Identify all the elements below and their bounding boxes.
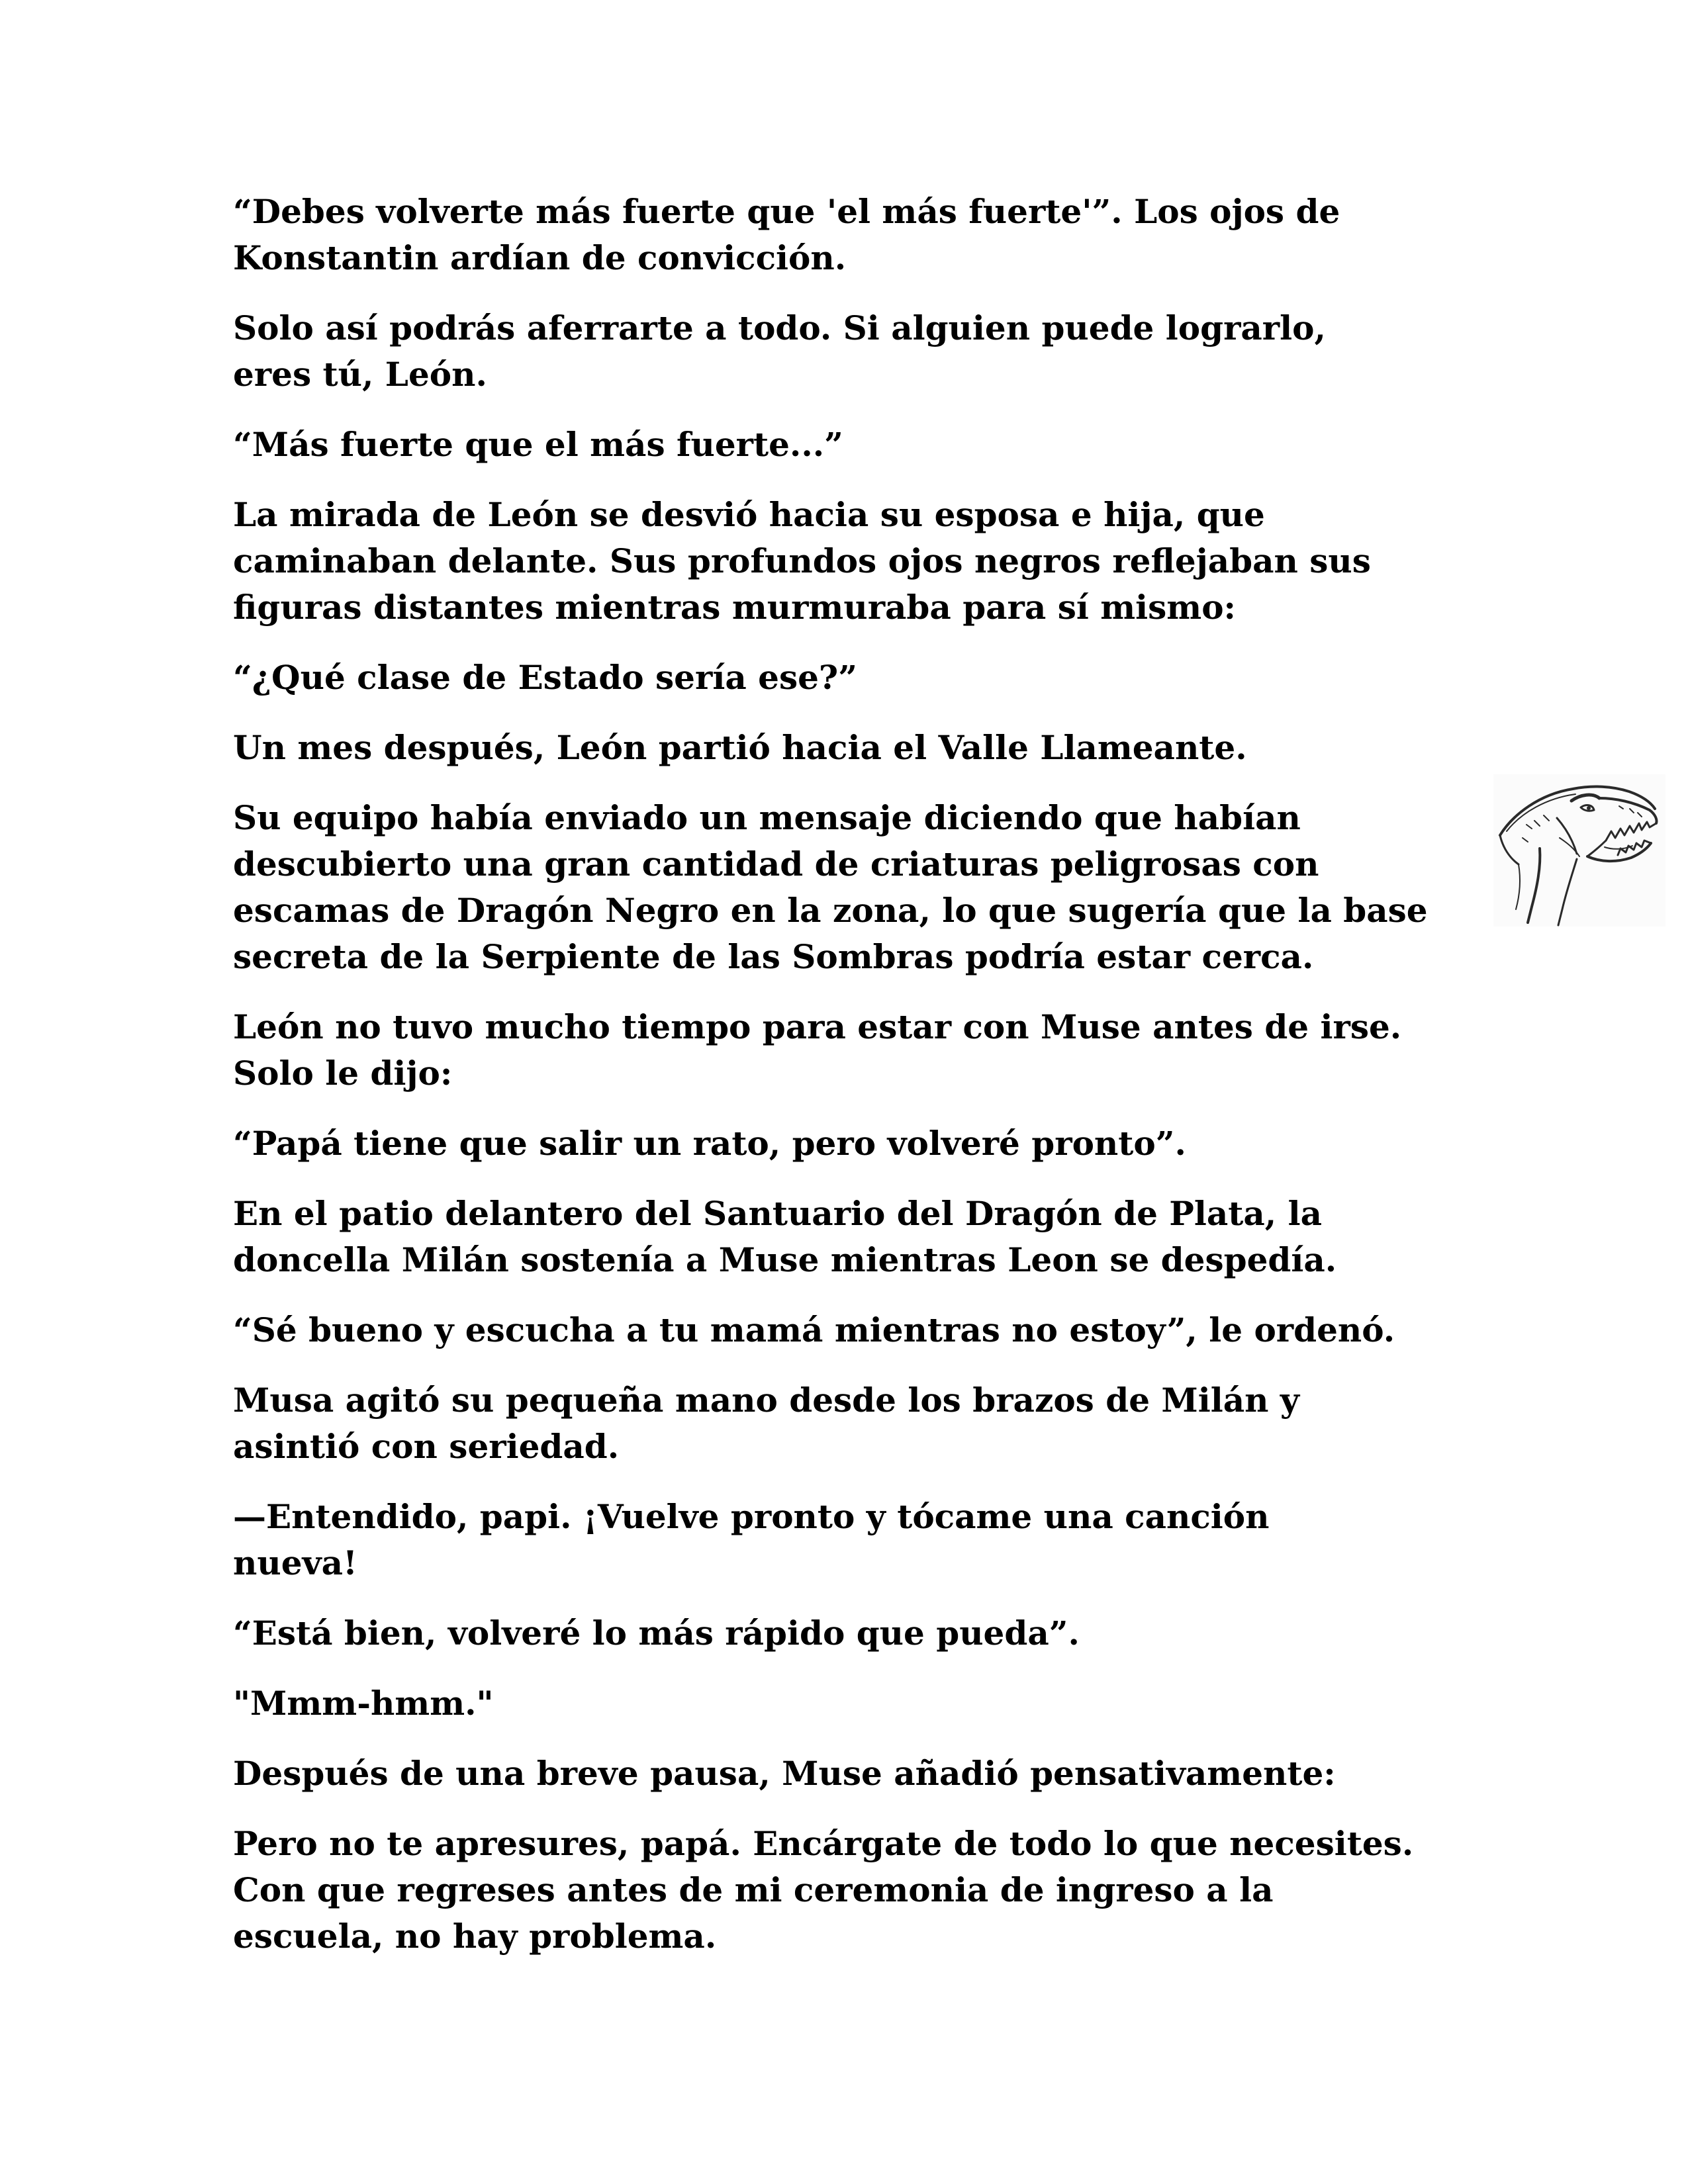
text-line: —Entendido, papi. ¡Vuelve pronto y tócame una canción [233,1497,1270,1536]
text-line: Musa agitó su pequeña mano desde los brazos de Milán y [233,1381,1299,1420]
paragraph [233,1120,1477,1167]
text-line: escamas de Dragón Negro en la zona, lo que sugería que la base [233,891,1428,930]
text-line: doncella Milán sostenía a Muse mientras Leon se despedía. [233,1240,1337,1279]
text-line: descubierto una gran cantidad de criaturas peligrosas con [233,844,1319,884]
dinosaur-head-sketch-icon [1493,774,1665,927]
paragraph [233,725,1477,771]
text-line: secreta de la Serpiente de las Sombras podría estar cerca. [233,937,1314,976]
paragraph [233,1610,1477,1657]
paragraph [233,1680,1477,1727]
paragraph [233,1494,1477,1586]
paragraph [233,1377,1477,1470]
paragraph [233,189,1477,281]
paragraph [233,1307,1477,1353]
text-line: “Sé bueno y escucha a tu mamá mientras no estoy”, le ordenó. [233,1310,1395,1349]
text-line: nueva! [233,1543,357,1582]
text-line: “Papá tiene que salir un rato, pero volveré pronto”. [233,1124,1186,1163]
text-line: En el patio delantero del Santuario del Dragón de Plata, la [233,1194,1322,1233]
text-line: “Debes volverte más fuerte que 'el más fuerte'”. Los ojos de [233,192,1340,231]
text-line: eres tú, León. [233,355,487,394]
text-line: escuela, no hay problema. [233,1917,717,1956]
text-line: “Más fuerte que el más fuerte...” [233,425,843,464]
text-line: caminaban delante. Sus profundos ojos negros reflejaban sus [233,541,1371,580]
text-line: La mirada de León se desvió hacia su esposa e hija, que [233,495,1265,534]
text-line: “¿Qué clase de Estado sería ese?” [233,658,857,697]
text-line: Solo le dijo: [233,1054,453,1093]
text-line: “Está bien, volveré lo más rápido que pueda”. [233,1614,1080,1653]
paragraph [233,795,1477,980]
story-text [233,189,1477,1983]
text-line: Después de una breve pausa, Muse añadió pensativamente: [233,1754,1336,1793]
paragraph [233,1821,1477,1960]
text-line: asintió con seriedad. [233,1427,620,1466]
text-line: Solo así podrás aferrarte a todo. Si alguien puede lograrlo, [233,308,1326,347]
paragraph [233,1191,1477,1283]
paragraph [233,1004,1477,1097]
text-line: Konstantin ardían de convicción. [233,238,847,277]
text-line: Pero no te apresures, papá. Encárgate de todo lo que necesites. [233,1824,1414,1863]
paragraph [233,492,1477,631]
text-line: Un mes después, León partió hacia el Valle Llameante. [233,728,1247,767]
paragraph [233,305,1477,398]
text-line: Con que regreses antes de mi ceremonia de ingreso a la [233,1870,1274,1909]
text-line: "Mmm-hmm." [233,1684,494,1723]
paragraph [233,422,1477,468]
text-line: Su equipo había enviado un mensaje diciendo que habían [233,798,1301,837]
text-line: figuras distantes mientras murmuraba para sí mismo: [233,588,1237,627]
paragraph [233,655,1477,701]
text-line: León no tuvo mucho tiempo para estar con Muse antes de irse. [233,1007,1402,1046]
paragraph [233,1751,1477,1797]
